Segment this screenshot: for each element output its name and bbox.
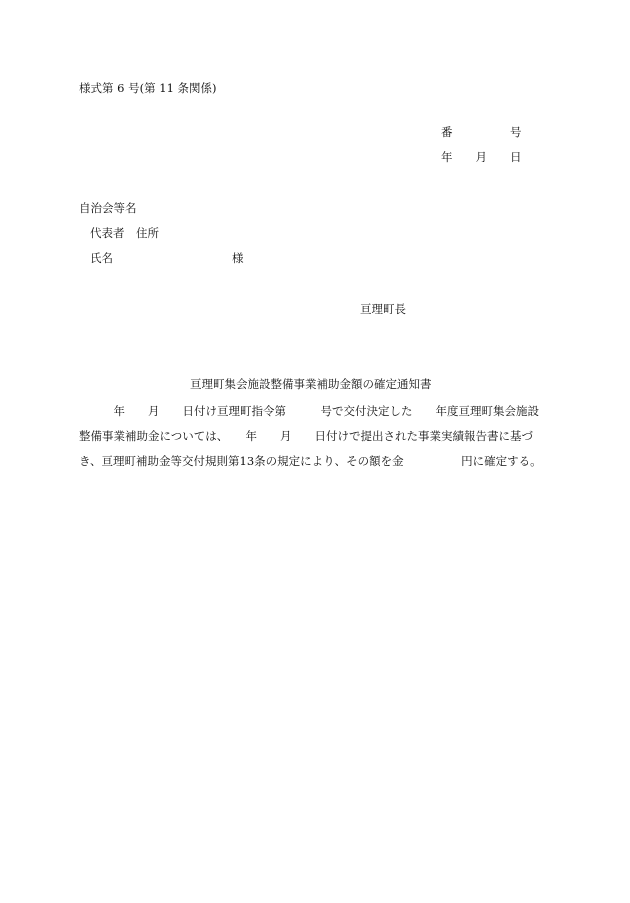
recipient-honorific: 様 [232,251,244,265]
body-line-3: き、亘理町補助金等交付規則第13条の規定により、その額を金 円に確定する。 [79,454,542,468]
body-line-2: 整備事業補助金については、 年 月 日付けで提出された事業実績報告書に基づ [79,429,534,443]
document-number-line: 番 号 [441,125,522,139]
recipient-organization: 自治会等名 [79,201,137,215]
recipient-name-label: 氏名 [90,251,113,265]
sender-name: 亘理町長 [360,302,406,316]
form-number: 様式第 6 号(第 11 条関係) [79,81,217,95]
body-line-1: 年 月 日付け亘理町指令第 号で交付決定した 年度亘理町集会施設 [79,404,539,418]
document-title: 亘理町集会施設整備事業補助金額の確定通知書 [190,377,432,391]
recipient-representative-address: 代表者 住所 [90,226,159,240]
document-date-line: 年 月 日 [441,150,522,164]
